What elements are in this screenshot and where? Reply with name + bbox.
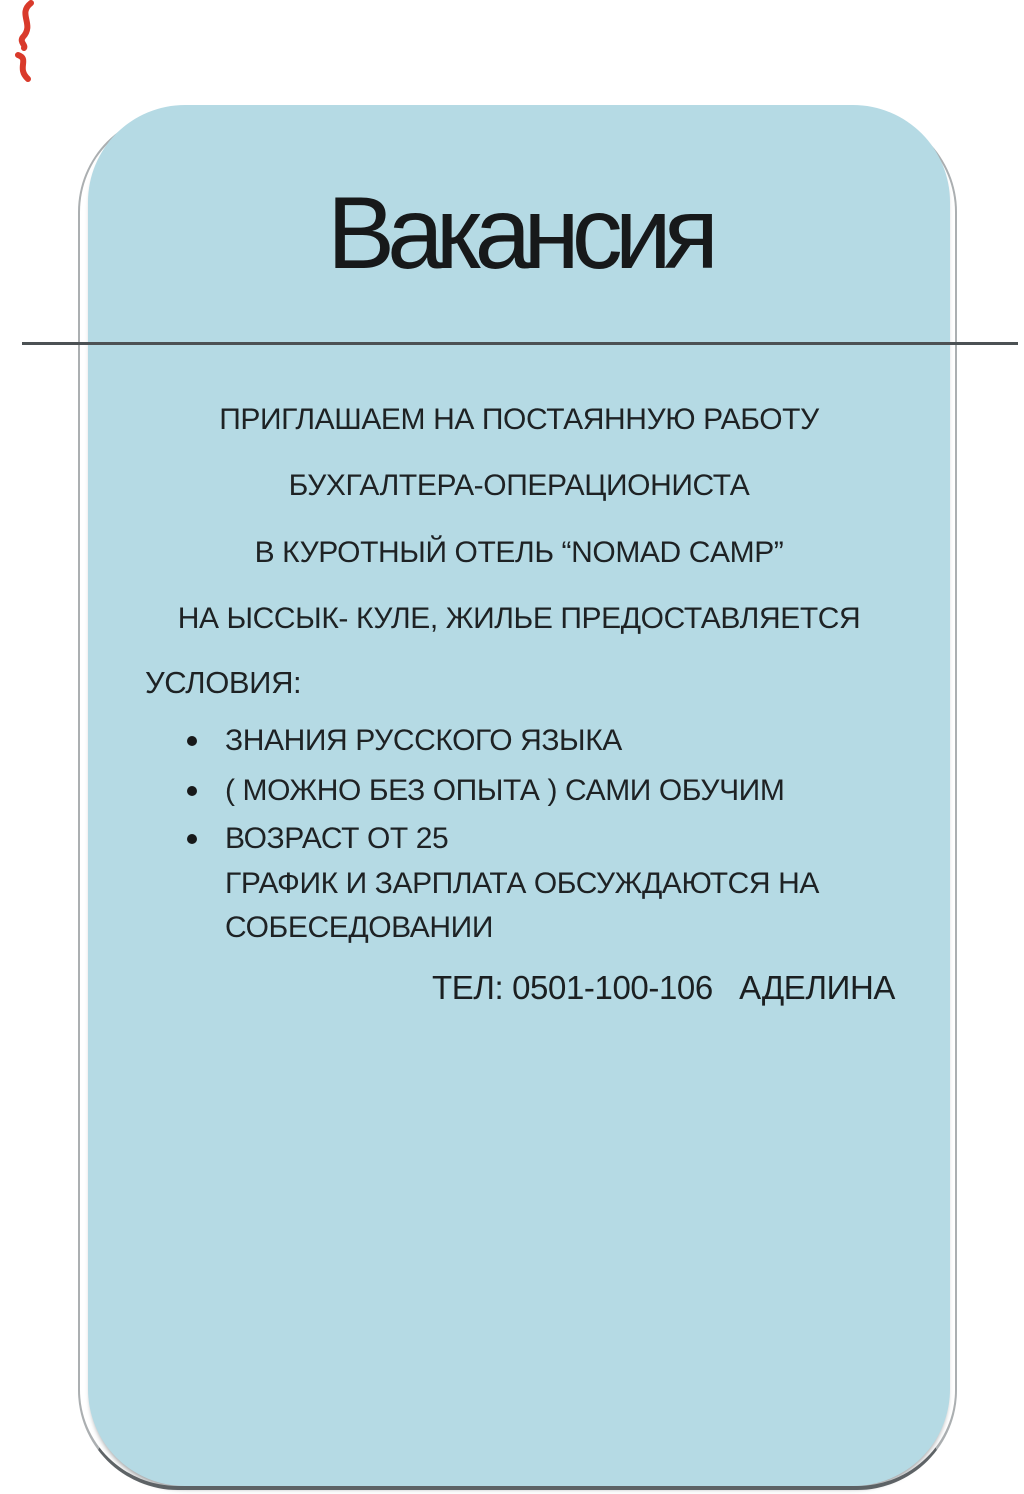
bullet-item-1: ЗНАНИЯ РУССКОГО ЯЗЫКА bbox=[185, 723, 622, 759]
continuation-line-1: ГРАФИК И ЗАРПЛАТА ОБСУЖДАЮТСЯ НА bbox=[225, 867, 819, 900]
vacancy-title: Вакансия bbox=[327, 176, 711, 290]
intro-line-3: В КУРОТНЫЙ ОТЕЛЬ “NOMAD CAMP” bbox=[254, 536, 784, 569]
intro-line-1: ПРИГЛАШАЕМ НА ПОСТАЯННУЮ РАБОТУ bbox=[219, 403, 819, 436]
conditions-heading: УСЛОВИЯ: bbox=[145, 665, 302, 700]
contact-line: ТЕЛ: 0501-100-106 АДЕЛИНА bbox=[431, 969, 895, 1006]
title-divider bbox=[22, 342, 1018, 345]
intro-line-2: БУХГАЛТЕРА-ОПЕРАЦИОНИСТА bbox=[288, 469, 750, 502]
intro-line-4: НА ЫССЫК- КУЛЕ, ЖИЛЬЕ ПРЕДОСТАВЛЯЕТСЯ bbox=[177, 602, 861, 635]
bullet-item-2: ( МОЖНО БЕЗ ОПЫТА ) САМИ ОБУЧИМ bbox=[185, 773, 784, 809]
continuation-line-2: СОБЕСЕДОВАНИИ bbox=[225, 911, 493, 944]
red-scribble-mark-icon bbox=[6, 0, 44, 82]
bullet-item-3: ВОЗРАСТ ОТ 25 bbox=[185, 821, 448, 857]
